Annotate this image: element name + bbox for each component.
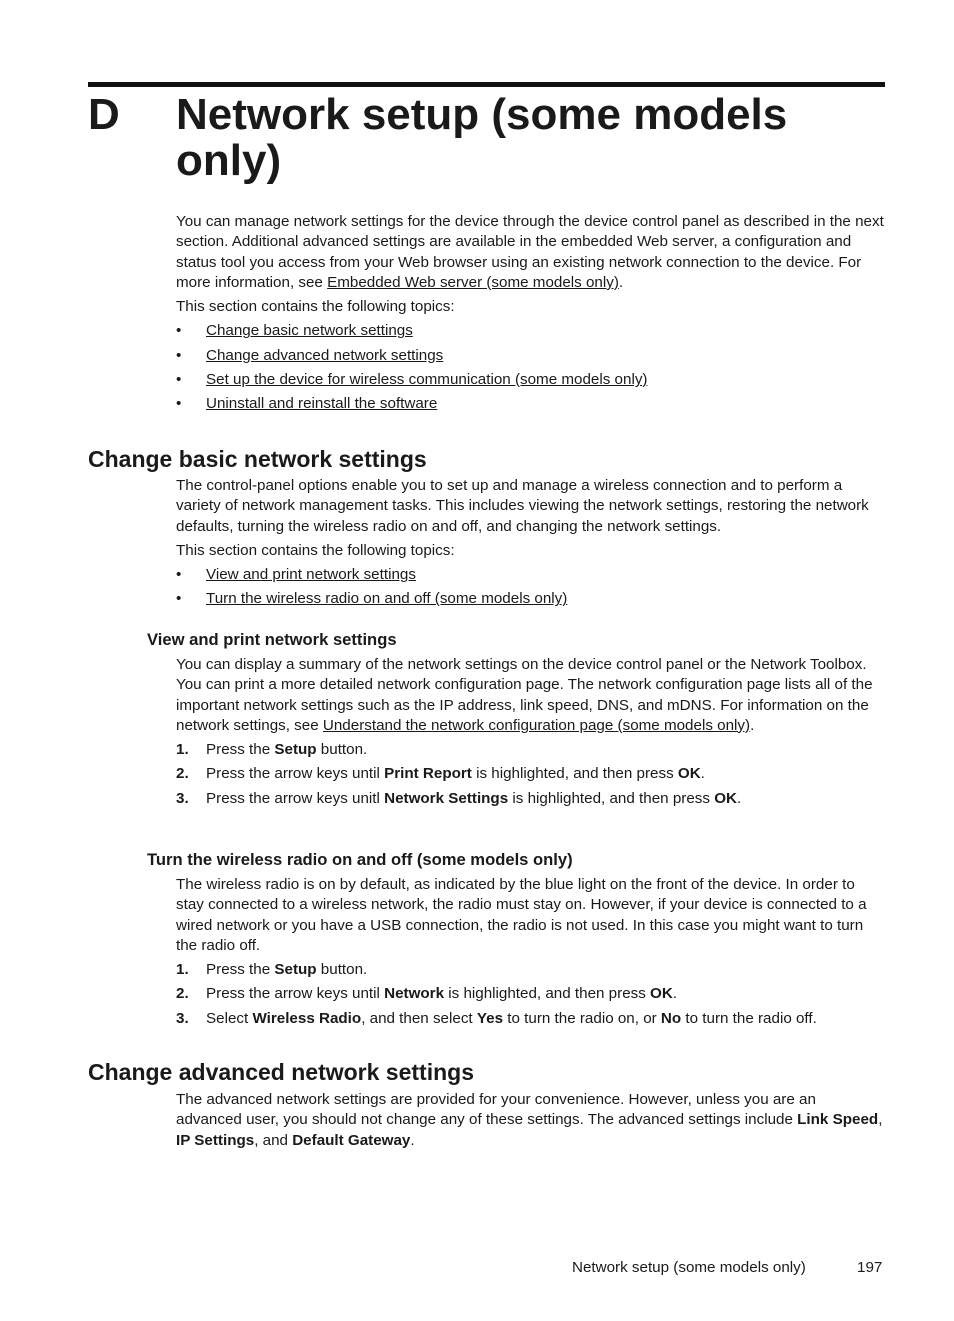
topic-link-basic[interactable]: Change basic network settings <box>206 322 413 340</box>
list-item <box>176 346 885 366</box>
footer-title: Network setup (some models only) <box>572 1259 806 1276</box>
heading-advanced-settings: Change advanced network settings <box>88 1059 474 1085</box>
chapter-letter: D <box>88 90 120 139</box>
view-paragraph: You can display a summary of the network settings on the device control panel or the Network Toolbox. You can print a more detailed network configuration page. The network configuration page lists all of the important network settings such as the IP address, link speed, DNS, and mDNS. For information on the network settings, see Understand the network configuration page (some models only). <box>176 656 873 734</box>
embedded-web-server-link[interactable]: Embedded Web server (some models only) <box>327 273 619 291</box>
step-item: 1. Press the Setup button. <box>176 741 368 759</box>
list-item <box>176 565 885 585</box>
list-item <box>176 370 885 390</box>
topic-link-view-print[interactable]: View and print network settings <box>206 566 416 584</box>
radio-paragraph: The wireless radio is on by default, as indicated by the blue light on the front of the device. In order to stay connected to a wireless network, the radio must stay on. However, if your device is connected to a wired network or you have a USB connection, the radio is not used. In this case you might want to turn the radio off. <box>176 876 867 954</box>
intro-topics-label: This section contains the following topics: <box>176 298 455 316</box>
chapter-title: Network setup (some models only) <box>176 90 788 185</box>
topic-link-wireless[interactable]: Set up the device for wireless communication (some models only) <box>206 371 648 389</box>
bullet: • <box>176 395 182 413</box>
step-item: 2. Press the arrow keys until Network is highlighted, and then press OK. <box>176 985 678 1003</box>
topic-link-advanced[interactable]: Change advanced network settings <box>206 346 444 364</box>
bullet: • <box>176 371 182 389</box>
list-item <box>176 394 885 414</box>
list-item <box>176 589 885 609</box>
advanced-section <box>176 1090 885 1151</box>
topic-link-radio[interactable]: Turn the wireless radio on and off (some models only) <box>206 590 568 608</box>
intro-section <box>176 212 885 415</box>
step-item: 3. Select Wireless Radio, and then select Yes to turn the radio on, or No to turn the radio off. <box>176 1009 817 1027</box>
radio-section <box>176 875 885 1029</box>
basic-topic-list <box>176 565 885 610</box>
chapter-rule <box>88 82 885 87</box>
intro-topic-list <box>176 321 885 414</box>
bullet: • <box>176 590 182 608</box>
heading-view-print: View and print network settings <box>147 630 397 649</box>
step-item: 3. Press the arrow keys unitl Network Settings is highlighted, and then press OK. <box>176 789 742 807</box>
topic-link-uninstall[interactable]: Uninstall and reinstall the software <box>206 395 438 413</box>
basic-section <box>176 476 885 610</box>
bullet: • <box>176 346 182 364</box>
heading-wireless-radio: Turn the wireless radio on and off (some models only) <box>147 850 573 869</box>
intro-paragraph: You can manage network settings for the device through the device control panel as described in the next section. Additional advanced settings are available in the embedded Web server, a configuration and status tool you access from your Web browser using an existing network connection to the device. For more information, see Embedded Web server (some models only). <box>176 213 884 291</box>
basic-paragraph: The control-panel options enable you to set up and manage a wireless connection and to perform a variety of network management tasks. This includes viewing the network settings, restoring the network defaults, turning the wireless radio on and off, and changing the network settings. <box>176 477 869 535</box>
view-section <box>176 655 885 809</box>
page-number: 197 <box>857 1259 883 1276</box>
basic-topics-label: This section contains the following topics: <box>176 541 455 559</box>
bullet: • <box>176 322 182 340</box>
view-steps <box>176 740 885 809</box>
radio-steps <box>176 960 885 1029</box>
network-config-page-link[interactable]: Understand the network configuration page (some models only) <box>322 716 751 734</box>
step-item: 2. Press the arrow keys until Print Report is highlighted, and then press OK. <box>176 765 705 783</box>
list-item <box>176 321 885 341</box>
heading-basic-settings: Change basic network settings <box>88 446 427 472</box>
step-item: 1. Press the Setup button. <box>176 961 368 979</box>
advanced-paragraph: The advanced network settings are provided for your convenience. However, unless you are an advanced user, you should not change any of these settings. The advanced settings include Link Speed, IP Settings, and Default Gateway. <box>176 1091 883 1149</box>
bullet: • <box>176 566 182 584</box>
